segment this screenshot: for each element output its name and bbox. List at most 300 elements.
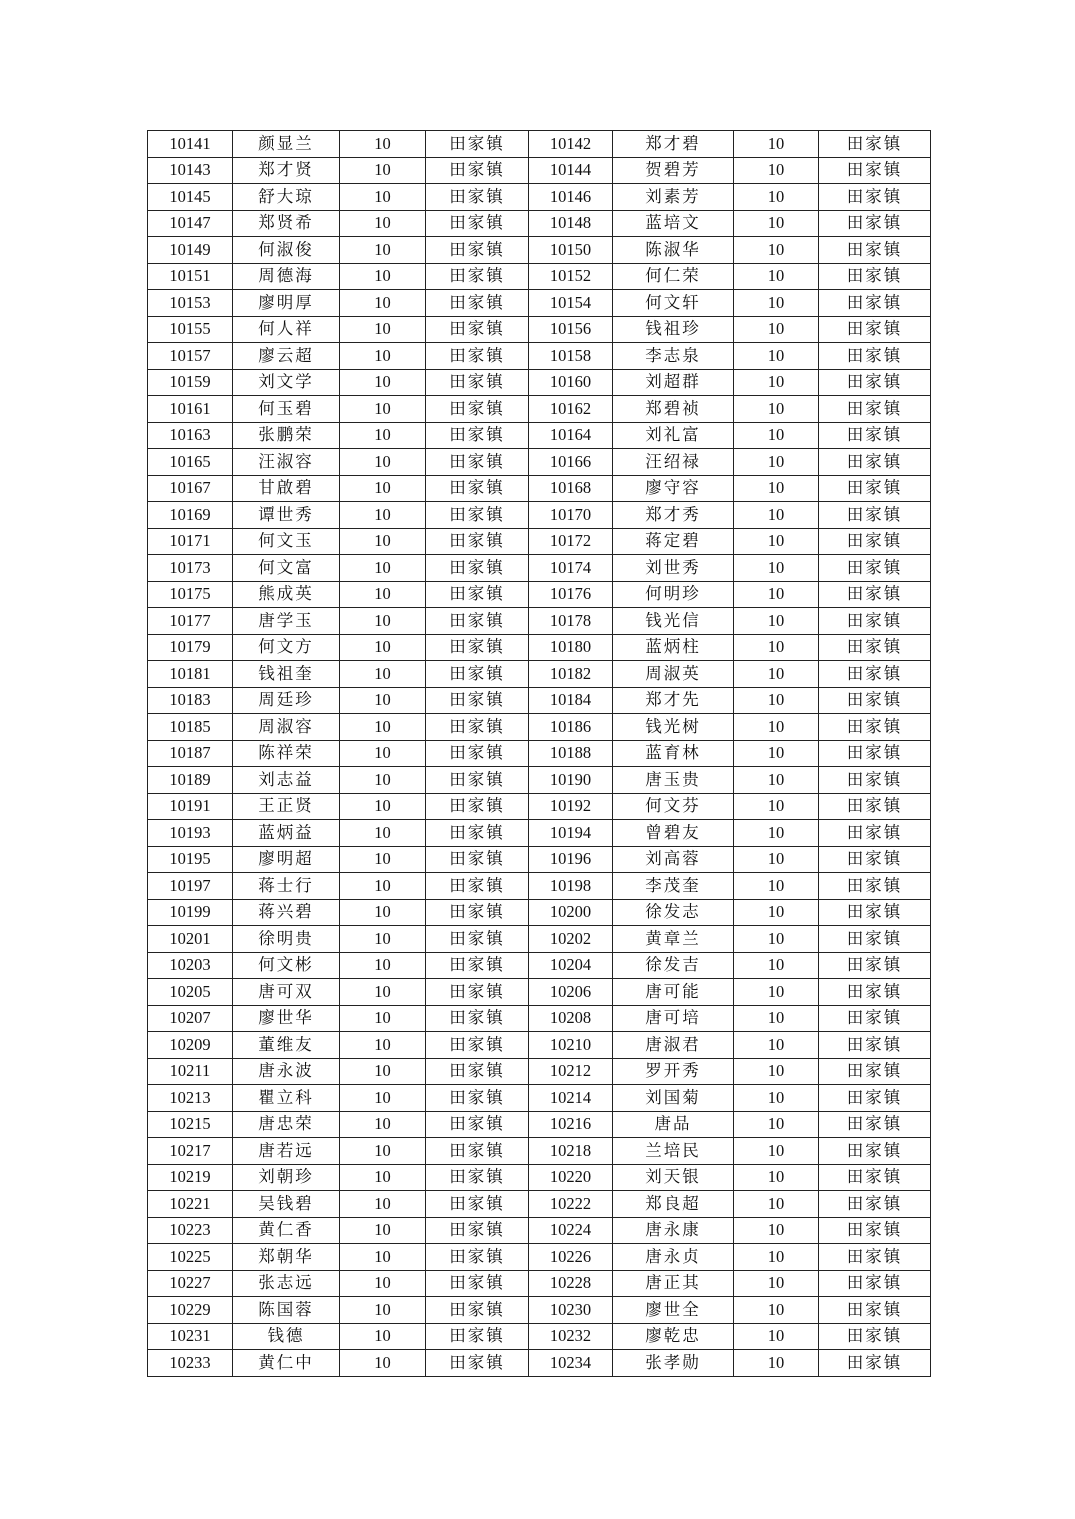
id-cell: 10165 xyxy=(148,449,233,476)
town-cell: 田家镇 xyxy=(426,131,529,158)
name-cell: 何仁荣 xyxy=(613,263,734,290)
name-cell: 唐若远 xyxy=(233,1138,340,1165)
table-row xyxy=(148,608,931,635)
count-cell: 10 xyxy=(734,1058,819,1085)
name-cell: 谭世秀 xyxy=(233,502,340,529)
name-cell: 何玉碧 xyxy=(233,396,340,423)
name-cell: 何文彬 xyxy=(233,952,340,979)
id-cell: 10189 xyxy=(148,767,233,794)
name-cell: 刘世秀 xyxy=(613,555,734,582)
town-cell: 田家镇 xyxy=(426,1297,529,1324)
count-cell: 10 xyxy=(734,555,819,582)
town-cell: 田家镇 xyxy=(819,237,931,264)
count-cell: 10 xyxy=(734,131,819,158)
name-cell: 黄仁中 xyxy=(233,1350,340,1377)
name-cell: 李志泉 xyxy=(613,343,734,370)
count-cell: 10 xyxy=(734,1350,819,1377)
town-cell: 田家镇 xyxy=(819,793,931,820)
id-cell: 10225 xyxy=(148,1244,233,1271)
name-cell: 徐发志 xyxy=(613,899,734,926)
count-cell: 10 xyxy=(734,1217,819,1244)
name-cell: 何文方 xyxy=(233,634,340,661)
count-cell: 10 xyxy=(340,740,426,767)
count-cell: 10 xyxy=(734,502,819,529)
id-cell: 10182 xyxy=(529,661,613,688)
town-cell: 田家镇 xyxy=(819,581,931,608)
name-cell: 蒋定碧 xyxy=(613,528,734,555)
id-cell: 10216 xyxy=(529,1111,613,1138)
count-cell: 10 xyxy=(734,581,819,608)
count-cell: 10 xyxy=(340,555,426,582)
count-cell: 10 xyxy=(734,1111,819,1138)
town-cell: 田家镇 xyxy=(426,396,529,423)
name-cell: 刘素芳 xyxy=(613,184,734,211)
name-cell: 刘礼富 xyxy=(613,422,734,449)
table-row xyxy=(148,343,931,370)
count-cell: 10 xyxy=(734,979,819,1006)
count-cell: 10 xyxy=(340,1032,426,1059)
name-cell: 董维友 xyxy=(233,1032,340,1059)
name-cell: 瞿立科 xyxy=(233,1085,340,1112)
town-cell: 田家镇 xyxy=(819,502,931,529)
town-cell: 田家镇 xyxy=(819,131,931,158)
table-row xyxy=(148,502,931,529)
id-cell: 10177 xyxy=(148,608,233,635)
count-cell: 10 xyxy=(340,475,426,502)
town-cell: 田家镇 xyxy=(426,634,529,661)
table-row xyxy=(148,1217,931,1244)
town-cell: 田家镇 xyxy=(819,820,931,847)
name-cell: 何文富 xyxy=(233,555,340,582)
town-cell: 田家镇 xyxy=(426,740,529,767)
name-cell: 唐忠荣 xyxy=(233,1111,340,1138)
town-cell: 田家镇 xyxy=(819,1297,931,1324)
count-cell: 10 xyxy=(340,979,426,1006)
town-cell: 田家镇 xyxy=(426,502,529,529)
count-cell: 10 xyxy=(734,1244,819,1271)
id-cell: 10221 xyxy=(148,1191,233,1218)
town-cell: 田家镇 xyxy=(819,157,931,184)
count-cell: 10 xyxy=(734,528,819,555)
id-cell: 10223 xyxy=(148,1217,233,1244)
table-row xyxy=(148,952,931,979)
count-cell: 10 xyxy=(734,369,819,396)
id-cell: 10181 xyxy=(148,661,233,688)
town-cell: 田家镇 xyxy=(426,422,529,449)
table-row xyxy=(148,475,931,502)
count-cell: 10 xyxy=(340,210,426,237)
town-cell: 田家镇 xyxy=(426,714,529,741)
name-cell: 贺碧芳 xyxy=(613,157,734,184)
name-cell: 王正贤 xyxy=(233,793,340,820)
id-cell: 10195 xyxy=(148,846,233,873)
table-row xyxy=(148,1058,931,1085)
name-cell: 廖明超 xyxy=(233,846,340,873)
count-cell: 10 xyxy=(340,952,426,979)
name-cell: 唐永康 xyxy=(613,1217,734,1244)
town-cell: 田家镇 xyxy=(426,1164,529,1191)
count-cell: 10 xyxy=(340,369,426,396)
name-cell: 刘超群 xyxy=(613,369,734,396)
name-cell: 钱光信 xyxy=(613,608,734,635)
count-cell: 10 xyxy=(340,714,426,741)
id-cell: 10198 xyxy=(529,873,613,900)
count-cell: 10 xyxy=(340,926,426,953)
name-cell: 唐永贞 xyxy=(613,1244,734,1271)
town-cell: 田家镇 xyxy=(819,475,931,502)
name-cell: 吴钱碧 xyxy=(233,1191,340,1218)
town-cell: 田家镇 xyxy=(426,820,529,847)
count-cell: 10 xyxy=(734,157,819,184)
town-cell: 田家镇 xyxy=(819,1217,931,1244)
name-cell: 熊成英 xyxy=(233,581,340,608)
id-cell: 10158 xyxy=(529,343,613,370)
count-cell: 10 xyxy=(734,475,819,502)
town-cell: 田家镇 xyxy=(819,846,931,873)
id-cell: 10156 xyxy=(529,316,613,343)
count-cell: 10 xyxy=(340,1270,426,1297)
name-cell: 何淑俊 xyxy=(233,237,340,264)
town-cell: 田家镇 xyxy=(426,157,529,184)
town-cell: 田家镇 xyxy=(426,1005,529,1032)
id-cell: 10176 xyxy=(529,581,613,608)
name-cell: 钱祖珍 xyxy=(613,316,734,343)
name-cell: 唐正其 xyxy=(613,1270,734,1297)
id-cell: 10215 xyxy=(148,1111,233,1138)
town-cell: 田家镇 xyxy=(819,740,931,767)
count-cell: 10 xyxy=(340,1323,426,1350)
id-cell: 10226 xyxy=(529,1244,613,1271)
name-cell: 刘高蓉 xyxy=(613,846,734,873)
name-cell: 汪淑容 xyxy=(233,449,340,476)
count-cell: 10 xyxy=(340,502,426,529)
id-cell: 10162 xyxy=(529,396,613,423)
id-cell: 10234 xyxy=(529,1350,613,1377)
count-cell: 10 xyxy=(340,422,426,449)
town-cell: 田家镇 xyxy=(426,873,529,900)
count-cell: 10 xyxy=(340,263,426,290)
name-cell: 廖守容 xyxy=(613,475,734,502)
town-cell: 田家镇 xyxy=(426,979,529,1006)
name-cell: 颜显兰 xyxy=(233,131,340,158)
town-cell: 田家镇 xyxy=(426,343,529,370)
town-cell: 田家镇 xyxy=(426,687,529,714)
count-cell: 10 xyxy=(340,634,426,661)
town-cell: 田家镇 xyxy=(426,952,529,979)
table-row xyxy=(148,184,931,211)
town-cell: 田家镇 xyxy=(426,1058,529,1085)
id-cell: 10230 xyxy=(529,1297,613,1324)
id-cell: 10229 xyxy=(148,1297,233,1324)
town-cell: 田家镇 xyxy=(819,1323,931,1350)
name-cell: 钱光树 xyxy=(613,714,734,741)
count-cell: 10 xyxy=(340,157,426,184)
town-cell: 田家镇 xyxy=(426,1323,529,1350)
town-cell: 田家镇 xyxy=(819,422,931,449)
count-cell: 10 xyxy=(340,1244,426,1271)
town-cell: 田家镇 xyxy=(819,1111,931,1138)
town-cell: 田家镇 xyxy=(819,608,931,635)
id-cell: 10187 xyxy=(148,740,233,767)
name-cell: 黄章兰 xyxy=(613,926,734,953)
count-cell: 10 xyxy=(340,1164,426,1191)
table-row xyxy=(148,369,931,396)
name-cell: 廖云超 xyxy=(233,343,340,370)
id-cell: 10205 xyxy=(148,979,233,1006)
table-row xyxy=(148,210,931,237)
table-row xyxy=(148,793,931,820)
name-cell: 廖世华 xyxy=(233,1005,340,1032)
name-cell: 张鹏荣 xyxy=(233,422,340,449)
id-cell: 10192 xyxy=(529,793,613,820)
id-cell: 10171 xyxy=(148,528,233,555)
id-cell: 10196 xyxy=(529,846,613,873)
town-cell: 田家镇 xyxy=(819,1005,931,1032)
table-row xyxy=(148,846,931,873)
town-cell: 田家镇 xyxy=(426,899,529,926)
name-cell: 郑才先 xyxy=(613,687,734,714)
count-cell: 10 xyxy=(734,1297,819,1324)
table-row xyxy=(148,1085,931,1112)
id-cell: 10143 xyxy=(148,157,233,184)
town-cell: 田家镇 xyxy=(426,555,529,582)
town-cell: 田家镇 xyxy=(426,210,529,237)
count-cell: 10 xyxy=(734,1270,819,1297)
id-cell: 10218 xyxy=(529,1138,613,1165)
count-cell: 10 xyxy=(340,767,426,794)
id-cell: 10217 xyxy=(148,1138,233,1165)
town-cell: 田家镇 xyxy=(819,714,931,741)
table-row xyxy=(148,528,931,555)
count-cell: 10 xyxy=(734,608,819,635)
id-cell: 10210 xyxy=(529,1032,613,1059)
town-cell: 田家镇 xyxy=(819,316,931,343)
name-cell: 唐学玉 xyxy=(233,608,340,635)
id-cell: 10154 xyxy=(529,290,613,317)
id-cell: 10201 xyxy=(148,926,233,953)
id-cell: 10148 xyxy=(529,210,613,237)
id-cell: 10185 xyxy=(148,714,233,741)
name-cell: 廖明厚 xyxy=(233,290,340,317)
name-cell: 蒋兴碧 xyxy=(233,899,340,926)
name-cell: 郑才贤 xyxy=(233,157,340,184)
name-cell: 刘文学 xyxy=(233,369,340,396)
count-cell: 10 xyxy=(340,528,426,555)
name-cell: 陈国蓉 xyxy=(233,1297,340,1324)
count-cell: 10 xyxy=(340,1111,426,1138)
count-cell: 10 xyxy=(340,1138,426,1165)
id-cell: 10141 xyxy=(148,131,233,158)
count-cell: 10 xyxy=(734,210,819,237)
id-cell: 10191 xyxy=(148,793,233,820)
count-cell: 10 xyxy=(734,873,819,900)
town-cell: 田家镇 xyxy=(426,1217,529,1244)
count-cell: 10 xyxy=(734,820,819,847)
count-cell: 10 xyxy=(340,1191,426,1218)
town-cell: 田家镇 xyxy=(426,1270,529,1297)
name-cell: 周淑英 xyxy=(613,661,734,688)
count-cell: 10 xyxy=(734,237,819,264)
name-cell: 兰培民 xyxy=(613,1138,734,1165)
count-cell: 10 xyxy=(340,608,426,635)
id-cell: 10204 xyxy=(529,952,613,979)
town-cell: 田家镇 xyxy=(819,555,931,582)
count-cell: 10 xyxy=(734,1191,819,1218)
count-cell: 10 xyxy=(340,581,426,608)
table-row xyxy=(148,661,931,688)
name-cell: 唐淑君 xyxy=(613,1032,734,1059)
town-cell: 田家镇 xyxy=(819,184,931,211)
count-cell: 10 xyxy=(340,131,426,158)
name-cell: 郑碧祯 xyxy=(613,396,734,423)
town-cell: 田家镇 xyxy=(819,263,931,290)
count-cell: 10 xyxy=(734,1138,819,1165)
table-row xyxy=(148,555,931,582)
name-cell: 廖世全 xyxy=(613,1297,734,1324)
id-cell: 10173 xyxy=(148,555,233,582)
count-cell: 10 xyxy=(340,793,426,820)
id-cell: 10166 xyxy=(529,449,613,476)
table-row xyxy=(148,1297,931,1324)
id-cell: 10190 xyxy=(529,767,613,794)
town-cell: 田家镇 xyxy=(426,1138,529,1165)
table-row xyxy=(148,237,931,264)
name-cell: 唐可双 xyxy=(233,979,340,1006)
count-cell: 10 xyxy=(340,237,426,264)
name-cell: 钱祖奎 xyxy=(233,661,340,688)
id-cell: 10157 xyxy=(148,343,233,370)
id-cell: 10188 xyxy=(529,740,613,767)
count-cell: 10 xyxy=(734,926,819,953)
table-row xyxy=(148,1244,931,1271)
table-row xyxy=(148,899,931,926)
town-cell: 田家镇 xyxy=(819,343,931,370)
town-cell: 田家镇 xyxy=(819,369,931,396)
count-cell: 10 xyxy=(340,873,426,900)
table-row xyxy=(148,820,931,847)
name-cell: 蓝炳柱 xyxy=(613,634,734,661)
count-cell: 10 xyxy=(734,396,819,423)
id-cell: 10214 xyxy=(529,1085,613,1112)
count-cell: 10 xyxy=(734,952,819,979)
id-cell: 10197 xyxy=(148,873,233,900)
table-row xyxy=(148,581,931,608)
count-cell: 10 xyxy=(340,343,426,370)
name-cell: 蓝培文 xyxy=(613,210,734,237)
town-cell: 田家镇 xyxy=(426,1350,529,1377)
name-cell: 刘天银 xyxy=(613,1164,734,1191)
id-cell: 10149 xyxy=(148,237,233,264)
id-cell: 10151 xyxy=(148,263,233,290)
town-cell: 田家镇 xyxy=(819,926,931,953)
count-cell: 10 xyxy=(734,793,819,820)
town-cell: 田家镇 xyxy=(426,926,529,953)
town-cell: 田家镇 xyxy=(819,1350,931,1377)
table-row xyxy=(148,979,931,1006)
id-cell: 10209 xyxy=(148,1032,233,1059)
name-cell: 黄仁香 xyxy=(233,1217,340,1244)
name-cell: 罗开秀 xyxy=(613,1058,734,1085)
roster-table-body xyxy=(148,131,931,1377)
id-cell: 10161 xyxy=(148,396,233,423)
town-cell: 田家镇 xyxy=(819,661,931,688)
count-cell: 10 xyxy=(734,1085,819,1112)
table-row xyxy=(148,1032,931,1059)
id-cell: 10228 xyxy=(529,1270,613,1297)
table-row xyxy=(148,926,931,953)
town-cell: 田家镇 xyxy=(426,528,529,555)
town-cell: 田家镇 xyxy=(426,237,529,264)
table-row xyxy=(148,1191,931,1218)
name-cell: 甘啟碧 xyxy=(233,475,340,502)
count-cell: 10 xyxy=(734,634,819,661)
town-cell: 田家镇 xyxy=(819,1085,931,1112)
name-cell: 蒋士行 xyxy=(233,873,340,900)
count-cell: 10 xyxy=(734,740,819,767)
town-cell: 田家镇 xyxy=(819,979,931,1006)
table-row xyxy=(148,873,931,900)
id-cell: 10179 xyxy=(148,634,233,661)
town-cell: 田家镇 xyxy=(819,396,931,423)
count-cell: 10 xyxy=(734,422,819,449)
name-cell: 唐永波 xyxy=(233,1058,340,1085)
town-cell: 田家镇 xyxy=(819,528,931,555)
count-cell: 10 xyxy=(340,1297,426,1324)
town-cell: 田家镇 xyxy=(819,210,931,237)
id-cell: 10207 xyxy=(148,1005,233,1032)
id-cell: 10203 xyxy=(148,952,233,979)
name-cell: 郑才碧 xyxy=(613,131,734,158)
town-cell: 田家镇 xyxy=(426,290,529,317)
town-cell: 田家镇 xyxy=(819,1270,931,1297)
town-cell: 田家镇 xyxy=(819,634,931,661)
table-row xyxy=(148,316,931,343)
id-cell: 10145 xyxy=(148,184,233,211)
id-cell: 10167 xyxy=(148,475,233,502)
count-cell: 10 xyxy=(340,661,426,688)
table-row xyxy=(148,449,931,476)
town-cell: 田家镇 xyxy=(426,184,529,211)
name-cell: 徐明贵 xyxy=(233,926,340,953)
table-row xyxy=(148,1005,931,1032)
town-cell: 田家镇 xyxy=(426,1111,529,1138)
count-cell: 10 xyxy=(734,661,819,688)
id-cell: 10144 xyxy=(529,157,613,184)
town-cell: 田家镇 xyxy=(819,449,931,476)
id-cell: 10175 xyxy=(148,581,233,608)
town-cell: 田家镇 xyxy=(426,1191,529,1218)
town-cell: 田家镇 xyxy=(426,1085,529,1112)
count-cell: 10 xyxy=(340,290,426,317)
count-cell: 10 xyxy=(734,767,819,794)
count-cell: 10 xyxy=(734,714,819,741)
table-row xyxy=(148,634,931,661)
id-cell: 10152 xyxy=(529,263,613,290)
name-cell: 郑才秀 xyxy=(613,502,734,529)
count-cell: 10 xyxy=(734,343,819,370)
name-cell: 张孝勋 xyxy=(613,1350,734,1377)
id-cell: 10146 xyxy=(529,184,613,211)
id-cell: 10212 xyxy=(529,1058,613,1085)
id-cell: 10220 xyxy=(529,1164,613,1191)
count-cell: 10 xyxy=(734,449,819,476)
town-cell: 田家镇 xyxy=(819,1138,931,1165)
town-cell: 田家镇 xyxy=(426,846,529,873)
count-cell: 10 xyxy=(340,687,426,714)
town-cell: 田家镇 xyxy=(819,1058,931,1085)
id-cell: 10199 xyxy=(148,899,233,926)
name-cell: 张志远 xyxy=(233,1270,340,1297)
